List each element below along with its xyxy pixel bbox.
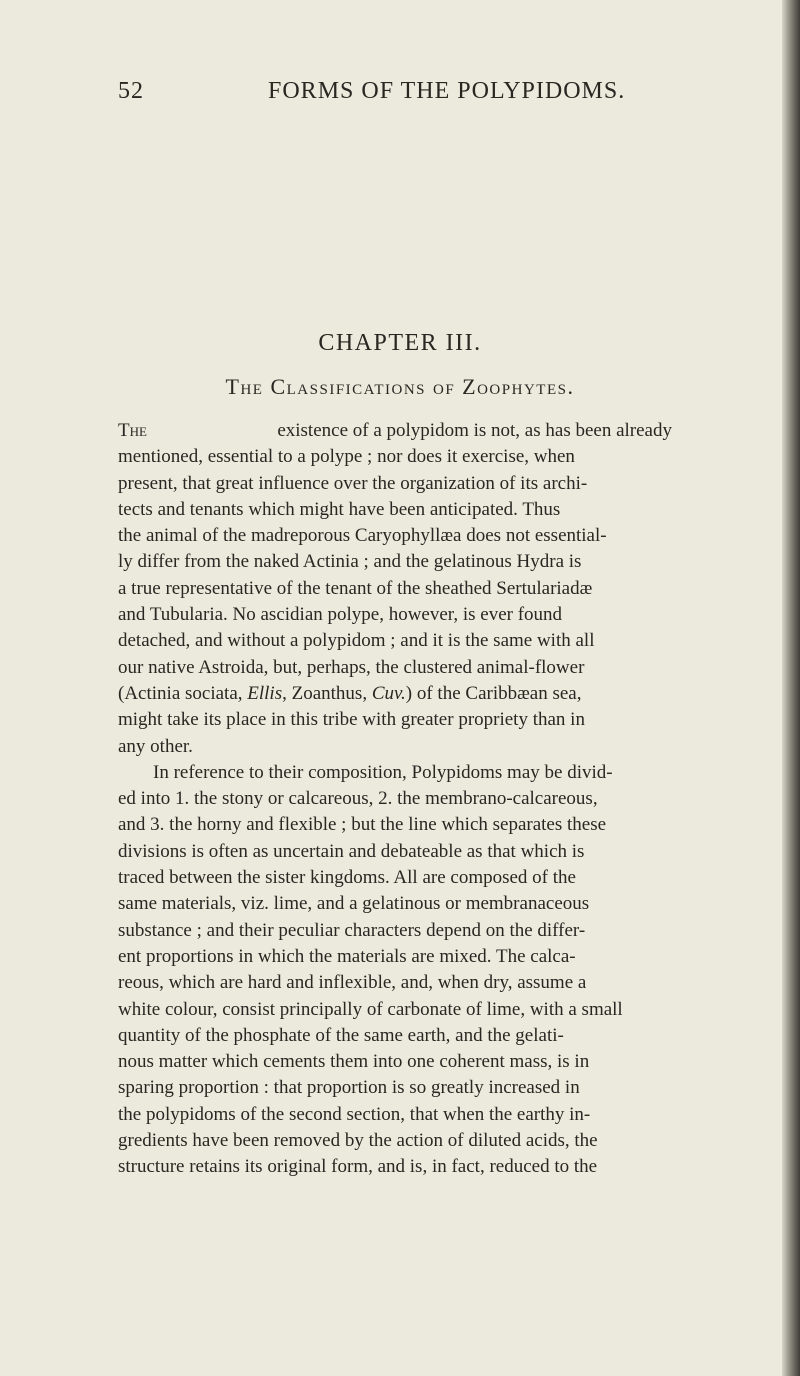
line-text: our native Astroida, but, perhaps, the clustered animal-flower	[118, 656, 585, 678]
line-text: might take its place in this tribe with greater propriety than in	[118, 709, 585, 731]
line-text: quantity of the phosphate of the same earth, and the gelati-	[118, 1024, 564, 1046]
line-text: In reference to their composition, Polypidoms may be divid-	[153, 761, 613, 783]
text-line	[118, 970, 672, 996]
line-text: ly differ from the naked Actinia ; and the gelatinous Hydra is	[118, 551, 582, 573]
body-text	[118, 418, 672, 1181]
text-line	[118, 812, 672, 838]
line-text: and Tubularia. No ascidian polype, however, is ever found	[118, 604, 563, 626]
text-line	[118, 734, 672, 760]
line-text: sparing proportion : that proportion is so greatly increased in	[118, 1077, 580, 1099]
text-line	[118, 549, 672, 575]
page-number: 52	[118, 78, 144, 104]
text-line	[118, 760, 672, 786]
text-line	[118, 786, 672, 812]
line-text: ) of the Caribbæan sea,	[405, 682, 582, 704]
text-line	[118, 628, 672, 654]
lead-word: The	[118, 420, 147, 441]
line-text: and 3. the horny and flexible ; but the line which separates these	[118, 814, 607, 836]
line-text: structure retains its original form, and is, in fact, reduced to the	[118, 1156, 598, 1178]
text-line	[118, 1102, 672, 1128]
line-text: present, that great influence over the organization of its archi-	[118, 472, 588, 494]
text-line	[118, 576, 672, 602]
line-text: substance ; and their peculiar characters depend on the differ-	[118, 919, 586, 941]
line-text: the polypidoms of the second section, that when the earthy in-	[118, 1103, 591, 1125]
line-text: ent proportions in which the materials are mixed. The calca-	[118, 945, 576, 967]
text-line	[118, 1075, 672, 1101]
text-line	[118, 1128, 672, 1154]
line-text: same materials, viz. lime, and a gelatinous or membranaceous	[118, 893, 590, 915]
text-line	[118, 918, 672, 944]
line-text: , Zoanthus,	[282, 682, 372, 704]
author-citation: Ellis	[247, 682, 283, 704]
line-text: traced between the sister kingdoms. All are composed of the	[118, 867, 576, 889]
text-line	[118, 839, 672, 865]
line-text: mentioned, essential to a polype ; nor does it exercise, when	[118, 446, 575, 468]
line-text: gredients have been removed by the action of diluted acids, the	[118, 1130, 598, 1152]
text-line	[118, 891, 672, 917]
running-title: FORMS OF THE POLYPIDOMS.	[268, 78, 626, 104]
text-line	[118, 523, 672, 549]
text-line	[118, 497, 672, 523]
text-line	[118, 707, 672, 733]
text-line	[118, 1154, 672, 1180]
chapter-heading: CHAPTER III.	[318, 330, 482, 356]
line-text: divisions is often as uncertain and debateable as that which is	[118, 840, 585, 862]
line-text: detached, and without a polypidom ; and it is the same with all	[118, 630, 595, 652]
text-line	[118, 444, 672, 470]
author-citation: Cuv.	[371, 682, 406, 704]
line-text: a true representative of the tenant of the sheathed Sertulariadæ	[118, 577, 593, 599]
page-edge-shadow	[782, 0, 800, 1376]
text-line	[118, 1049, 672, 1075]
line-text: white colour, consist principally of carbonate of lime, with a small	[118, 998, 623, 1020]
line-text: existence of a polypidom is not, as has been already	[277, 420, 672, 441]
line-text: ed into 1. the stony or calcareous, 2. the membrano-calcareous,	[118, 788, 598, 810]
line-text: (Actinia sociata,	[118, 682, 248, 704]
text-line	[118, 418, 672, 444]
text-line	[118, 655, 672, 681]
line-text: tects and tenants which might have been anticipated. Thus	[118, 498, 561, 520]
line-text: any other.	[118, 735, 193, 757]
line-text: the animal of the madreporous Caryophyllæa does not essential-	[118, 525, 607, 547]
text-line	[118, 944, 672, 970]
text-line	[118, 602, 672, 628]
text-line	[118, 997, 672, 1023]
text-line	[118, 1023, 672, 1049]
chapter-title: The Classifications of Zoophytes.	[225, 374, 575, 399]
text-line	[118, 471, 672, 497]
line-text: nous matter which cements them into one coherent mass, is in	[118, 1051, 590, 1073]
line-text: reous, which are hard and inflexible, and, when dry, assume a	[118, 972, 587, 994]
text-line	[118, 865, 672, 891]
line-text-segment	[118, 681, 581, 707]
running-head	[118, 78, 678, 114]
text-line	[118, 681, 672, 707]
